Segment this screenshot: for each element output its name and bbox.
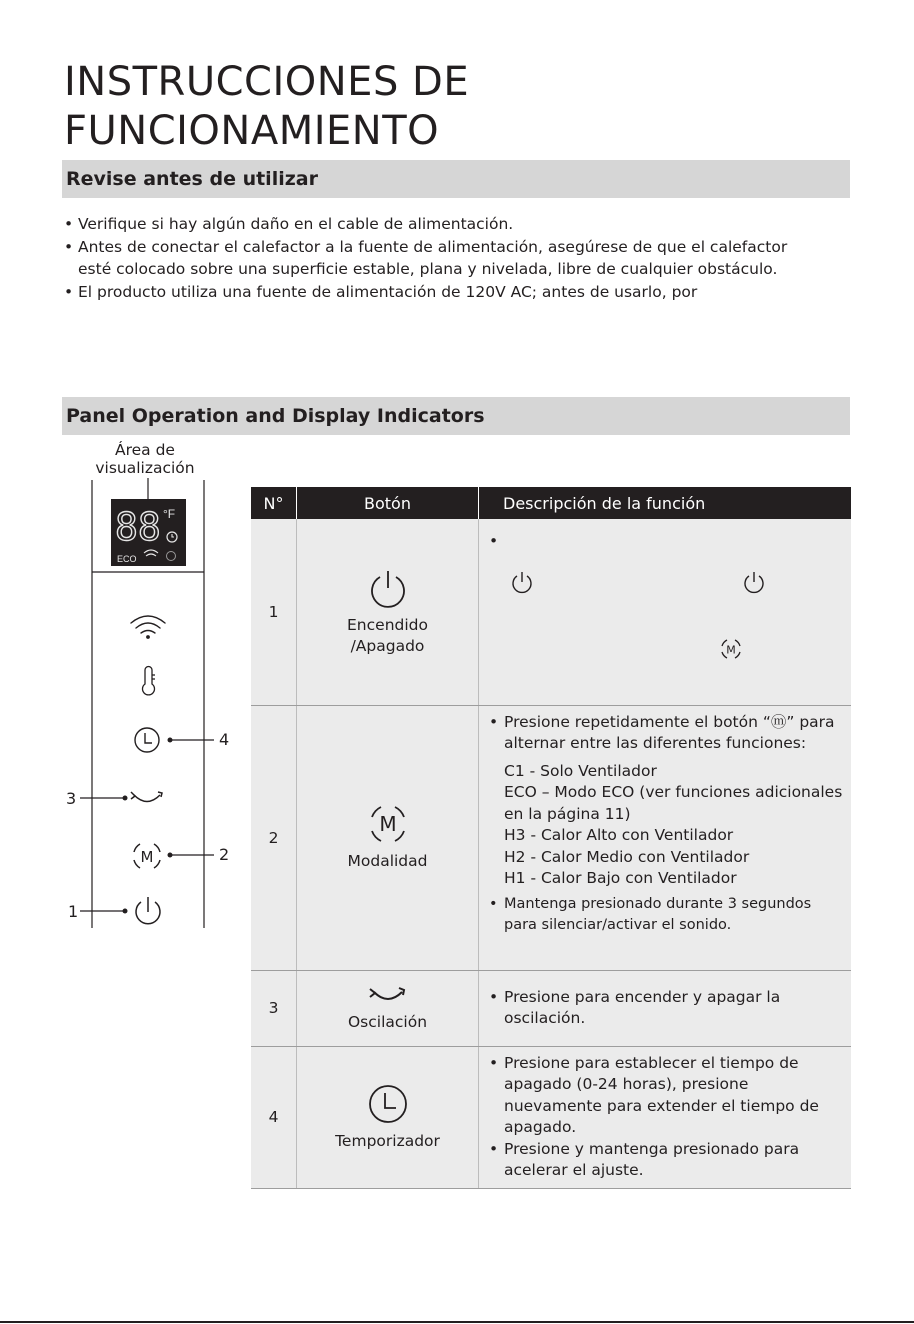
display-area-label-line2: visualización	[95, 459, 195, 477]
row-button-cell	[297, 970, 479, 1046]
list-item: • Presione para encender y apagar la oscilación.	[489, 987, 843, 1030]
thermometer-icon	[143, 667, 156, 695]
row-number: 4	[251, 1046, 297, 1188]
list-item: • Mantenga presionado durante 3 segundos para silenciar/activar el sonido.	[489, 894, 843, 936]
row-description	[479, 519, 852, 705]
mode-item: H2 - Calor Medio con Ventilador	[504, 847, 750, 866]
callout-4: 4	[219, 730, 230, 749]
list-item: • Verifique si hay algún daño en el cable de alimentación.	[64, 213, 854, 236]
row-number: 1	[251, 519, 297, 705]
list-item: • El producto utiliza una fuente de alimentación de 120V AC; antes de usarlo, por	[64, 281, 854, 304]
mode-m-icon	[367, 803, 409, 845]
row-button-cell	[297, 1046, 479, 1188]
display-eco: ECO	[117, 554, 137, 564]
section-heading-panel: Panel Operation and Display Indicators	[66, 405, 485, 427]
power-icon	[742, 570, 766, 594]
list-item: • Presione y mantenga presionado para acelerar el ajuste.	[489, 1139, 843, 1182]
mode-item: H3 - Calor Alto con Ventilador	[504, 826, 734, 844]
table-row	[251, 519, 851, 705]
row-description	[479, 970, 852, 1046]
table-row	[251, 705, 851, 970]
timer-button[interactable]	[135, 728, 159, 752]
mode-item: C1 - Solo Ventilador	[504, 761, 657, 780]
oscillation-icon	[366, 984, 410, 1006]
mode-list	[504, 761, 843, 890]
wifi-icon	[131, 616, 165, 638]
header-description: Descripción de la función	[479, 487, 852, 519]
row-description	[479, 705, 852, 970]
list-item: • Antes de conectar el calefactor a la fuente de alimentación, asegúrese de que el calefactor esté colocado sobre una superficie estable, plana y nivelada, libre de cualquier obstáculo.	[64, 236, 854, 281]
table-row	[251, 970, 851, 1046]
power-button[interactable]	[136, 897, 160, 924]
clock-icon	[367, 1083, 409, 1125]
svg-text:M: M	[140, 848, 154, 866]
table-row	[251, 1046, 851, 1188]
section-heading-check: Revise antes de utilizar	[66, 168, 318, 190]
callout-2: 2	[219, 845, 230, 864]
power-icon	[510, 570, 534, 594]
mode-button[interactable]	[134, 844, 160, 868]
row-button-cell	[297, 519, 479, 705]
callout-3: 3	[66, 789, 77, 808]
bottom-rule	[0, 1321, 914, 1323]
mode-m-icon	[719, 637, 743, 661]
callout-1: 1	[68, 902, 79, 921]
svg-text:M: M	[378, 812, 397, 836]
row-label-line1: Encendido	[347, 615, 428, 634]
row-label: Temporizador	[335, 1131, 440, 1150]
svg-text:M: M	[726, 643, 736, 657]
power-icon	[367, 567, 409, 609]
title-line-2: FUNCIONAMIENTO	[64, 108, 440, 154]
display-unit: °F	[163, 507, 176, 521]
display-digits: 88	[115, 505, 161, 549]
row-button-cell	[297, 705, 479, 970]
row-number: 2	[251, 705, 297, 970]
title-line-1: INSTRUCCIONES DE	[64, 59, 470, 105]
button-function-table	[251, 487, 851, 1189]
row-description	[479, 1046, 852, 1188]
row-label-line2: /Apagado	[350, 636, 425, 655]
header-no: N°	[251, 487, 297, 519]
mode-item: H1 - Calor Bajo con Ventilador	[504, 869, 737, 887]
row-label: Modalidad	[347, 852, 428, 870]
header-button: Botón	[297, 487, 479, 519]
empty-bullet: •	[489, 532, 499, 550]
oscillation-button[interactable]	[131, 792, 162, 802]
mode-item: ECO – Modo ECO (ver funciones adicionales en la página 11)	[504, 783, 843, 823]
row-label: Oscilación	[347, 1012, 428, 1031]
list-item: • Presione para establecer el tiempo de apagado (0-24 horas), presione nuevamente para extender el tiempo de apagado.	[489, 1053, 843, 1139]
display-area-label-line1: Área de	[115, 441, 175, 459]
row-number: 3	[251, 970, 297, 1046]
list-item: • Presione repetidamente el botón “ⓜ” para alternar entre las diferentes funciones:	[489, 712, 843, 755]
control-panel-diagram	[0, 0, 260, 960]
